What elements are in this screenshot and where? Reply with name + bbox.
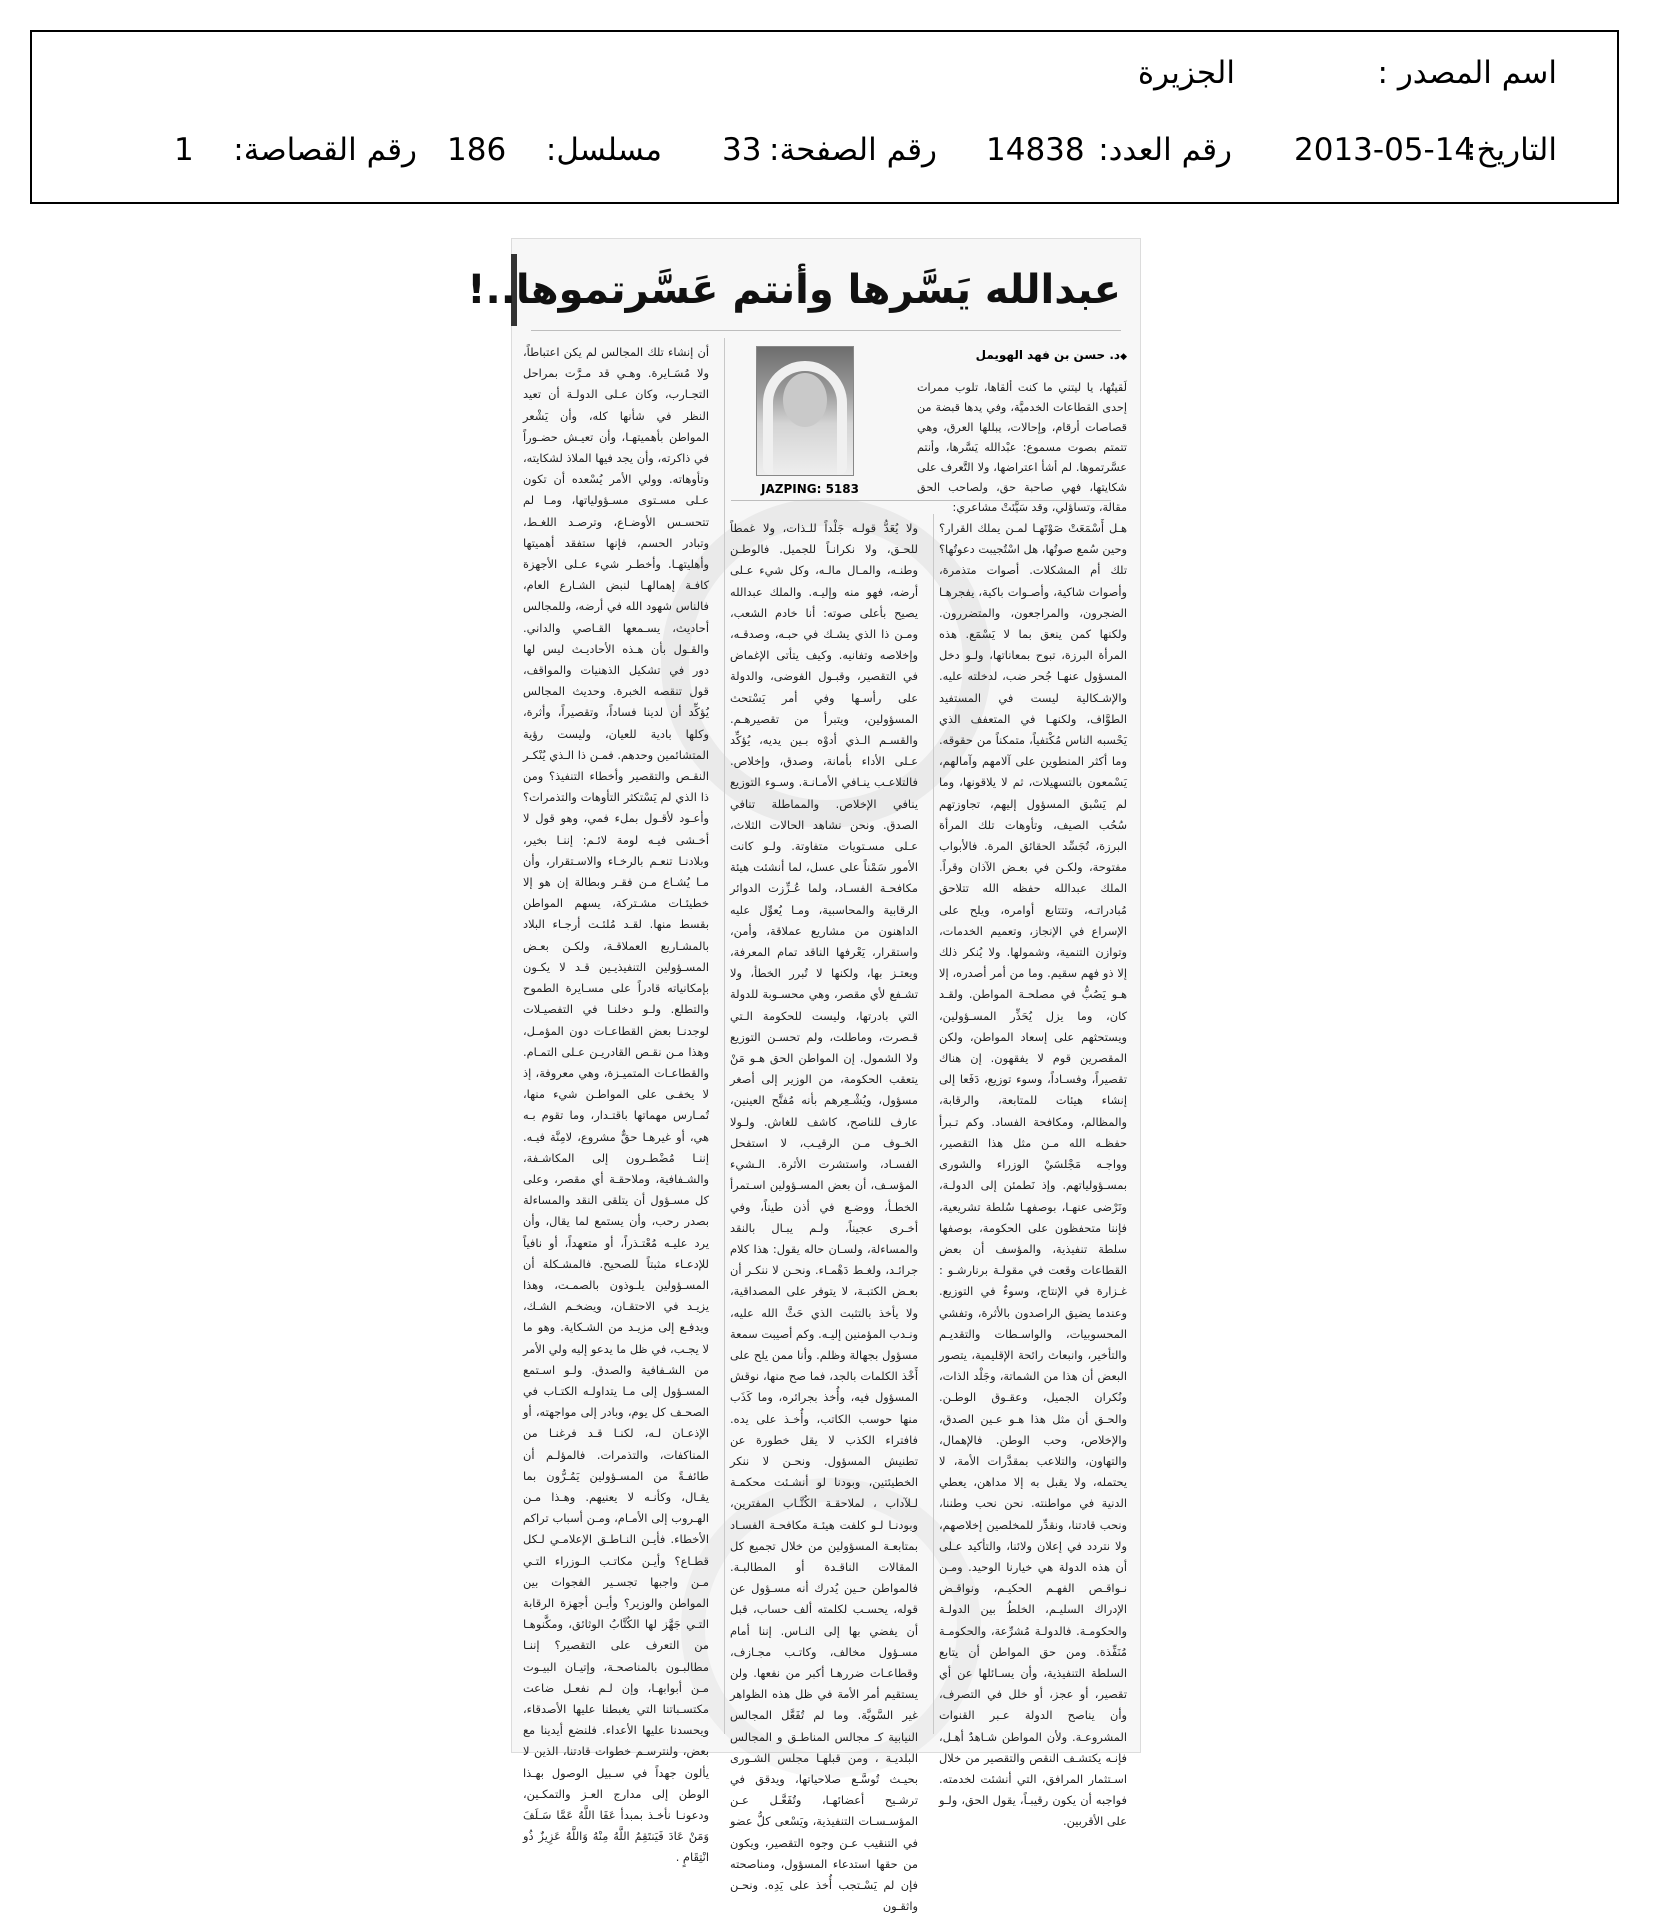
serial-value: 186 <box>447 132 507 168</box>
title-rule <box>531 330 1121 331</box>
jazping-code: JAZPING: 5183 <box>761 482 859 496</box>
article-title: عبدالله يَسَّرها وأنتم عَسَّرتموها..! <box>467 267 1121 313</box>
article-intro: لَقيتُها، يا ليتني ما كنت ألقاها، تلوب ممرات إحدى القطاعات الخدميَّة، وفي يدها قبضة من قصاصات أرقام، وإحالات، يبللها العرق، وهي تتمتم بصوت مسموع: عبْدالله يَسَّرها، وأنتم عسَّرتموها. لم أشأ اعتراضها، ولا التَّعرف على شكايتها، فهي صاحبة حق، ولصاحب الحق مقالة، وتساؤلي، وقد سَيَّئتْ مشاعري: <box>917 381 1127 514</box>
clip-value: 1 <box>174 132 194 168</box>
column-middle-text: ولا يُعَدُّ قولـه جَلْداً للـذات، ولا غمطاً للحـق، ولا نكرانـاً للجميل. فالوطـن وطنـه، والمـال مالـه، وكل شيء عـلى أرضه، فهو منه وإليـه. والملك عبدالله يصيح بأعلى صوته: أنا خادم الشعب، ومـن ذا الذي يشـك في حبـه، وصدقـه، وإخلاصه وتفانيه. وكيف يتأتى الإغماض في التقصير، وقبـول الفوضى، والدولة على رأسـها وفي أمر يَسْتحث المسؤولين، ويتبرأ من تقصيرهـم. والقسـم الـذي أدوْه بـين يديه، يُؤكِّد عـلى الأداء بأمانة، وصدق، وإخلاص. فالتلاعـب ينـافي الأمـانـة. وسـوء التوزيع ينافي الإخلاص. والمماطلة تنافي الصدق. ونحن نشاهد الحالات الثلاث، عـلى مسـتويات متفاوتة. ولـو كانت الأمور سَمْناً على عسل، لما أنشئت هيئة مكافحـة الفسـاد، ولما عُـزِّزت الدوائر الرقابية والمحاسبية، ومـا يُعوِّل عليه الداهنون من مشاريع عملاقة، وأمن، واستقرار، يَعْرفها الناقد تمام المعرفة، ويعتـز بها، ولكنها لا تُبرر الخطأ، ولا تشـفع لأي مقصر، وهي محسـوبة للدولة التي بادرتها، وليست للحكومة الـتي قـصرت، وماطلت، ولم تحسـن التوزيع ولا الشمول. إن المواطن الحق هـو مَنْ يتعقب الحكومة، من الوزير إلى أصغر مسؤول، ويُشْـعِرهم بأنه مُفتَّح العينين، عارف للناصح، كاشف للغاش. ولـولا الخـوف مـن الرقيـب، لا استفحل الفسـاد، واستشرت الأثرة. الـشيء المؤسـف، أن بعض المسـؤولين اسـتمرأ الخطـأ، ووضـع في أذن طيناً، وفي أخـرى عجيناً، ولـم يبـال بالنقد والمساءلة، ولسـان حاله يقول: هذا كلام جرائـد، ولغـط دَهْمـاء. ونحـن لا ننكـر أن بعـض الكتبـة، لا يتوفر على المصداقية، ولا يأخذ بالتثبت الذي حَثَّ الله عليه، ونـدب المؤمنين إليـه. وكم أصيبت سمعة مسؤول بجهالة وظلم. وأنا ممن يلح على أَخْذ الكلمات بالجد، فما صح منها، نوقش المسؤول فيه، وأُخذ بجرائره، وما كَذَب منها حوسب الكاتب، وأُخـذ على يده. فافتراء الكذب لا يقل خطورة عن تطنيش المسؤول. ونحـن لا ننكر الخطيئتين، وبودنا لو أنشـئت محكمـة لـلآداب ، لملاحقـة الكُتَّـاب المفترين، وبودنـا لـو كلفت هيئـة مكافحـة الفسـاد بمتابعـة المسؤولين من خلال تجميع كل المقالات الناقـدة أو المطالبـة. فالمواطن حـين يُدرك أنه مسـؤول عن قوله، يحسـب لكلمته ألف حساب، قبل أن يفضي بها إلى النـاس. إننا أمام مسـؤول مخالف، وكاتـب مجـازف، وقطاعـات ضررهـا أكبر من نفعها. ولن يستقيم أمر الأمة في ظل هذه الظواهر غير السَّويَّة. وما لم تُفَعَّل المجالس النيابية كـ مجالس المناطـق و المجالس البلديـة ، ومن قبلهـا مجلس الشـورى بحيـث تُوسَّـع صلاحياتها، ويدقق في ترشـيح أعضائهـا، وتُفَعَّـل عـن المؤسـسـات التنفيذية، ويَسْعى كلُّ عضو في التنقيب عـن وجوه التقصير، ويكون من حقها استدعاء المسؤول، ومناصحته فإن لم يَسْـتجب أُخذ على يَدِه. ونحـن واثقـون <box>730 521 918 1914</box>
issue-value: 14838 <box>986 132 1085 168</box>
issue-label: رقم العدد: <box>1098 132 1232 168</box>
author-byline: ◆ د. حسن بن فهد الهويمل <box>977 348 1127 362</box>
serial-label: مسلسل: <box>545 132 662 168</box>
date-value: 2013-05-14 <box>1294 132 1475 168</box>
article-column-right <box>939 518 1127 1829</box>
column-divider-right <box>933 514 934 1734</box>
clip-label: رقم القصاصة: <box>233 132 417 168</box>
article-column-middle <box>730 518 918 1914</box>
newspaper-clipping <box>467 238 1141 1914</box>
author-photo <box>756 346 854 476</box>
source-label: اسم المصدر : <box>1377 55 1557 91</box>
date-label: التاريخ: <box>1466 132 1557 168</box>
article-column-left <box>523 342 709 1865</box>
clipping-header <box>30 30 1619 204</box>
page-label: رقم الصفحة: <box>769 132 937 168</box>
page-value: 33 <box>722 132 762 168</box>
source-value: الجزيرة <box>1137 55 1235 91</box>
column-divider-left <box>724 338 725 1734</box>
column-left-text: أن إنشاء تلك المجالس لم يكن اعتباطاً، ولا مُسَـايرة. وهـي قد مـرَّت بمراحل التجـارب، وكان عـلى الدولـة أن تعيد النظر في شأنها كله، وأن يَشْعر المواطن بأهميتهـا، وأن تعيـش حضـوراً في ذاكرته، وأن يجد فيها الملاذ لشكايته، وتأوهاته. وولي الأمر يُسْعده أن تكون عـلى مسـتوى مسـؤولياتها، ومـا لم تتحسـس الأوضـاع، وترصـد اللغـط، وتبادر الحسم، فإنها ستفقد أهميتها وأهليتهـا. وأخطـر شيء عـلى الأجهزة كافـة إهمالهـا لنبض الشـارع العام، فالناس شهود الله في أرضه، وللمجالس أحاديث، يسـمعها القـاصي والداني. والقـول بأن هـذه الأحاديـث ليس لها دور في تشكيل الذهنيات والمواقف، قول تنقصه الخبرة. وحديث المجالس يُؤكِّد أن لدينا فساداً، وتقصيراً، وأثرة، وكلها بادية للعيان، وليست رؤية المتشائمين وحدهم. فمـن ذا الـذي يُنْكـر النقـص والتقصير وأخطاء التنفيذ؟ ومن ذا الذي لم يَسْتكثر التأوهات والتذمرات؟ وأعـود لأقـول بملء فمي، وهو قول لا أخـشى فيـه لومة لائـم: إننـا بخير، وبلادنـا تنعـم بالرخـاء والاسـتقرار، وأن مـا يُشـاع مـن فقـر وبطالة إن هو إلا خطيئـات مشـتركة، يسهم المواطن بقسط منها. لقـد مُلئـت أرجـاء البلاد بالمشـاريع العملاقـة، ولكـن بعـض المسـؤولين التنفيذيـين قـد لا يكـون بإمكانياته قادراً على مسـايرة الطموح والتطلع. ولـو دخلنـا في التفصيـلات لوجدنـا بعض القطاعـات دون المؤمـل، وهذا مـن نقـص القادريـن عـلى التمـام. والقطاعـات المتميـزة، وهي معروفة، إذ لا يخفـى على المواطـن شيء منها، تُمـارس مهماتها باقتـدار، وما تقوم بـه هي، أو غيرهـا حقٌّ مشروع، لامِنَّة فيـه. إننـا مُضْطـرون إلى المكاشـفة، والشـفافية، وملاحقـة أي مقصر، وعلى كل مسـؤول أن يتلقى النقد والمساءلة بصدر رحب، وأن يستمع لما يقال، وأن يرد عليـه مُعْتـذراً، أو متعهداً، أو نافياً للإدعـاء مثبتاً للصحيح. فالمشـكلة أن المسـؤولين يلـوذون بالصمـت، وهذا يزيـد في الاحتقـان، ويضخـم الشـك، ويدفـع إلى مزيـد من الشـكاية. وهو ما لا يجـب، في ظل ما يدعو إليه ولي الأمر من الشـفافية والصدق. ولـو اسـتمع المسـؤول إلى مـا يتداولـه الكتـاب في الصحـف كل يوم، وبادر إلى مواجهته، أو الإذعـان لـه، لكنـا قـد فرغنـا من المناكفات، والتذمرات. فالمؤلـم أن طائفـةً من المسـؤولين يَمُـرُّون بما يقـال، وكأنـه لا يعنيهم. وهـذا مـن الهـروب إلى الأمـام، ومـن أسباب تراكم الأخطاء. فأيـن النـاطـق الإعلامـي لـكل قطـاع؟ وأيـن مكاتـب الـوزراء التـي مـن واجبها تجسـير الفجوات بين المواطن والوزير؟ وأيـن أجهزة الرقابة التـي جَهَّز لها الكُتَّابُ الوثائق، ومكَّنوهـا من التعرف على التقصير؟ إننـا مطالبـون بالمناصحـة، وإتيـان البيـوت مـن أبوابهـا، وإن لـم نفعـل ضاعت مكتسـباتنا التي يغبطنا عليها الأصدقاء، ويحسدنا عليها الأعداء. فلنضع أيدينا مع بعض، ولنترسـم خطوات قادتنا، الذين لا يألون جهداً في سـبيل الوصول بهـذا الوطن إلى مدارج العـز والتمكـين، ودعونـا نأخـذ بمبدأ عَفَا اللَّهُ عَمَّا سَـلَفَ وَمَنْ عَادَ فَيَنتَقِمُ اللَّهُ مِنْهُ وَاللَّهُ عَزِيزٌ ذُو انْتِقَامٍ . <box>523 345 709 1865</box>
intro-rule <box>731 500 1111 501</box>
column-right-text: هـل أَسْمَعَتْ صَوْتَهـا لمـن يملك القرار؟ وحين سُمع صوتُها، هل اسْتُجيبت دعوتُها؟ تلك أم المشكلات. أصوات متذمرة، وأصوات شاكية، وأصـوات باكية، يفجرهـا الضجرون، والمراجعون، والمتضررون. ولكنها كمن ينعق بما لا يَسْمَع. هذه المرأة البرزة، تبوح بمعاناتها، ولـو دخل المسؤول عنهـا جُحر ضب، لدخلته عليه. والإشـكالية ليست في المستفيد الطوَّاف، ولكنهـا في المتعفف الذي يَحْسبه الناس مُكْتفياً، متمكناً من حقوقه. وما أكثر المنطوين على آلامهم وآمالهم، يَسْمعون بالتسهيلات، ثم لا يلاقونها، وما لم يَسْبق المسؤول إليهم، تجاوزتهم سُحُب الصيف، وتأوهات تلك المرأة البرزة، تُجَسِّد الحقائق المرة. فالأبواب مفتوحة، ولكـن في بعـض الآذان وقراً. الملك عبدالله حفظه الله تتلاحق مُبادراتـه، وتتتابع أوامره، ويلح على الإسراع في الإنجاز، وتعميم الخدمات، وتوازن التنمية، وشمولها. ولا يُنكر ذلك إلا ذو فهم سقيم. وما من أمر أصدره، إلا هـو يَصُبُّ في مصلحـة المواطن. ولقـد كان، وما يزل يُحَذِّر المسـؤولين، ويستحثهم على إسعاد المواطن، ولكن المقصرين قوم لا يفقهون. إن هناك تقصيراً، وفسـاداً، وسوء توزيع، دَفَعا إلى إنشاء هيئات للمتابعة، والرقابة، والمظالم، ومكافحة الفساد. وكم تـبرأ حفظـه الله مـن مثل هذا التقصير، وواجـه مَجْلسَيْ الوزراء والشورى بمسـؤولياتهم. وإذ نَطمئن إلى الدولـة، ونَرْضى عنهـا، بوصفهـا سُلطة تشريعية، فإننا متحفظون على الحكومة، بوصفها سلطة تنفيذية، والمؤسف أن بعض القطاعات وقعت في مقولـة برنارشـو : غـزارة في الإنتاج، وسوءٌ في التوزيع. وعندما يضيق الراصدون بالأثرة، وتفشي المحسوبيات، والواسـطات والتقديـم والتأخير، وانبعاث رائحة الإقليمية، يتصور البعض أن هذا من الشماتة، وجَلْد الذات، ونُكران الجميل، وعقـوق الوطـن. والحـق أن مثل هذا هـو عـين الصدق، والإخلاص، وحب الوطن. فالإهمال، والتهاون، والتلاعب بمقدَّرات الأمة، لا يحتمله، ولا يقبل به إلا مداهن، يعطي الدنية في مواطنته. نحن نحب وطننا، ونحب قادتنا، ونقدِّر للمخلصين إخلاصهم، ولا نتردد في إعلان ولائنا، والتأكيد عـلى أن هذه الدولة هي خيارنا الوحيد. ومـن نـواقـص الفهـم الحكيـم، ونواقـض الإدراك السليـم، الخلطُ بين الدولـة والحكومـة. فالدولـة مُشرِّعة، والحكومـة مُنَفِّذة. ومن حق المواطن أن يتابع السلطة التنفيذية، وأن يسـائلها عن أي تقصير، أو عجز، أو خلل في التصرف، وأن يناصح الدولة عـبر القنوات المشروعـة. ولأن المواطن شـاهدٌ أهـل، فإنـه يكتشـف النقص والتقصير من خلال اسـتثمار المرافق، التي أنشئت لخدمته. فواجبه أن يكون رقيبـاً، يقول الحق، ولـو على الأقربين. <box>939 521 1127 1829</box>
